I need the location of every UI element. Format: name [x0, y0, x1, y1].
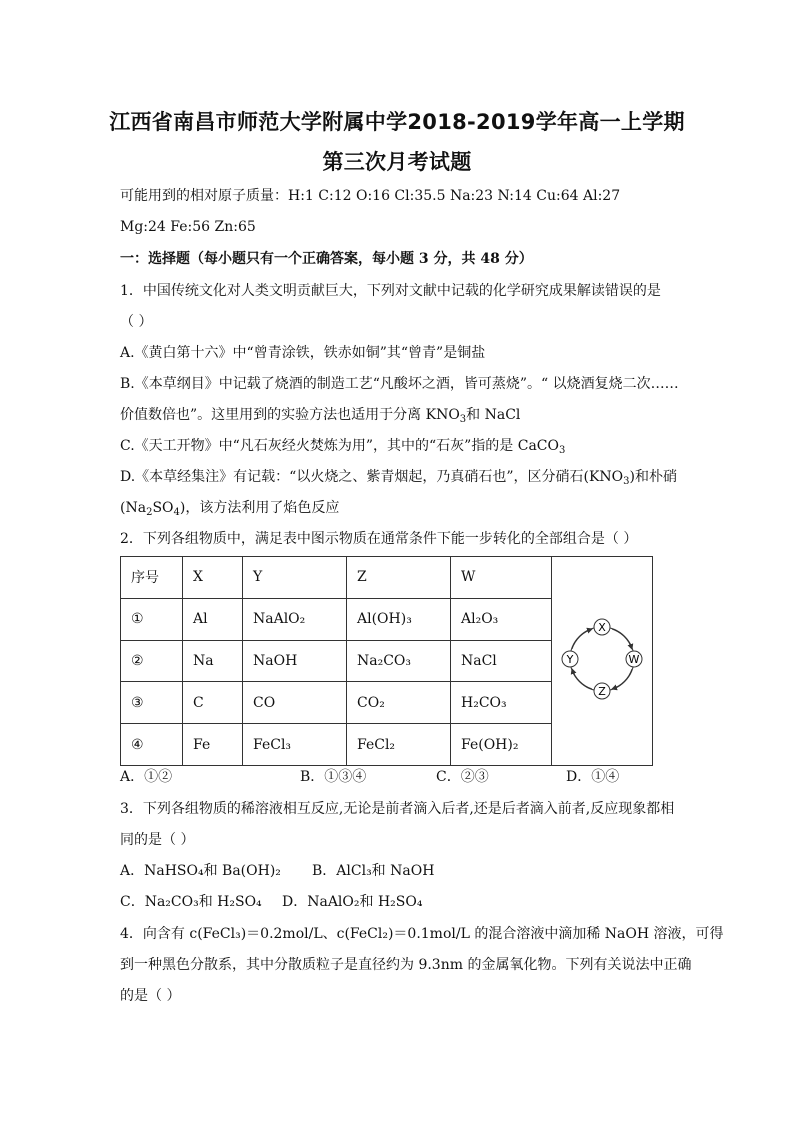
table-cell: FeCl₂ — [347, 724, 451, 766]
table-header-cell: W — [451, 557, 552, 599]
svg-text:W: W — [628, 653, 640, 666]
q3-stem-line1: 3．下列各组物质的稀溶液相互反应,无论是前者滴入后者,还是后者滴入前者,反应现象都相 — [120, 801, 675, 817]
atomic-mass-line1: 可能用到的相对原子质量：H:1 C:12 O:16 Cl:35.5 Na:23 N:14 Cu:64 Al:27 — [120, 188, 621, 204]
q2-option-d: D．①④ — [566, 769, 620, 785]
q2-option-a: A．①② — [120, 769, 173, 785]
table-cell: NaCl — [451, 640, 552, 682]
table-cell: CO — [243, 682, 347, 724]
q3-option-b: B．AlCl₃和 NaOH — [312, 863, 435, 879]
q1-option-d-line1: D.《本草经集注》有记载：“以火烧之、紫青烟起，乃真硝石也”，区分硝石$(KNO_3)$和朴硝 — [120, 469, 677, 487]
q1-option-b-line1: B.《本草纲目》中记载了烧酒的制造工艺“凡酸坏之酒，皆可蒸烧”。“ 以烧酒复烧二次…… — [120, 376, 679, 392]
q3-option-c: C．Na₂CO₃和 H₂SO₄ — [120, 894, 262, 910]
q1-option-c: C.《天工开物》中“凡石灰经火焚炼为用”，其中的“石灰”指的是 CaCO$_3$ — [120, 438, 566, 456]
q2-option-c: C．②③ — [436, 769, 489, 785]
q3-option-d: D．NaAlO₂和 H₂SO₄ — [282, 894, 423, 910]
cycle-diagram — [552, 557, 652, 761]
table-cell: NaOH — [243, 640, 347, 682]
table-header-row — [121, 557, 653, 599]
q4-line3: 的是（ ） — [120, 988, 181, 1004]
table-cell: Al(OH)₃ — [347, 598, 451, 640]
q4-line1: 4．向含有 c(FeCl₃)＝0.2mol/L、c(FeCl₂)＝0.1mol/L 的混合溶液中滴加稀 NaOH 溶液，可得 — [120, 926, 724, 942]
table-cell: Na₂CO₃ — [347, 640, 451, 682]
table-header-cell: Z — [347, 557, 451, 599]
q3-option-a: A．NaHSO₄和 Ba(OH)₂ — [120, 863, 281, 879]
q1-blank: （ ） — [120, 314, 153, 330]
table-cell: C — [183, 682, 243, 724]
atomic-mass-line2: Mg:24 Fe:56 Zn:65 — [120, 219, 256, 235]
svg-text:X: X — [598, 621, 606, 634]
exam-title-line2: 第三次月考试题 — [322, 150, 472, 174]
table-cell: ③ — [121, 682, 183, 724]
svg-text:Z: Z — [598, 685, 606, 698]
table-cell: Al — [183, 598, 243, 640]
table-cell: FeCl₃ — [243, 724, 347, 766]
table-cell: ② — [121, 640, 183, 682]
svg-text:Y: Y — [566, 653, 574, 666]
table-cell: Fe — [183, 724, 243, 766]
conversion-table — [120, 556, 653, 766]
q1-option-b-line2: 价值数倍也”。这里用到的实验方法也适用于分离 $KNO_3$和 NaCl — [120, 407, 521, 425]
q2-option-b: B．①③④ — [300, 769, 367, 785]
arrow-z-to-y — [572, 669, 592, 689]
table-cell: ④ — [121, 724, 183, 766]
arrow-x-to-w — [612, 629, 632, 649]
table-header-cell: Y — [243, 557, 347, 599]
table-header-cell: X — [183, 557, 243, 599]
table-cell: H₂CO₃ — [451, 682, 552, 724]
table-cell: Al₂O₃ — [451, 598, 552, 640]
q4-line2: 到一种黑色分散系，其中分散质粒子是直径约为 9.3nm 的金属氧化物。下列有关说法中正确 — [120, 957, 692, 973]
arrow-w-to-z — [612, 669, 632, 689]
q1-option-d-line2: $(Na_2SO_4)$，该方法利用了焰色反应 — [120, 500, 340, 518]
node-y — [562, 651, 578, 667]
table-cell: CO₂ — [347, 682, 451, 724]
table-cell: ① — [121, 598, 183, 640]
table-cell: Na — [183, 640, 243, 682]
q3-stem-line2: 同的是（ ） — [120, 832, 195, 848]
q1-option-a: A.《黄白第十六》中“曾青涂铁，铁赤如铜”其“曾青”是铜盐 — [120, 345, 486, 361]
q2-stem: 2．下列各组物质中，满足表中图示物质在通常条件下能一步转化的全部组合是（ ） — [120, 531, 638, 547]
q1-stem: 1．中国传统文化对人类文明贡献巨大，下列对文献中记载的化学研究成果解读错误的是 — [120, 283, 661, 299]
node-x — [594, 619, 610, 635]
table-cell: Fe(OH)₂ — [451, 724, 552, 766]
node-z — [594, 683, 610, 699]
cycle-diagram-cell — [552, 557, 653, 766]
node-w — [626, 651, 642, 667]
section-heading: 一：选择题（每小题只有一个正确答案，每小题 3 分，共 48 分） — [120, 251, 533, 267]
table-cell: NaAlO₂ — [243, 598, 347, 640]
table-header-cell: 序号 — [121, 557, 183, 599]
exam-title-line1: 江西省南昌市师范大学附属中学2018-2019学年高一上学期 — [109, 110, 685, 134]
arrow-y-to-x — [572, 629, 592, 649]
